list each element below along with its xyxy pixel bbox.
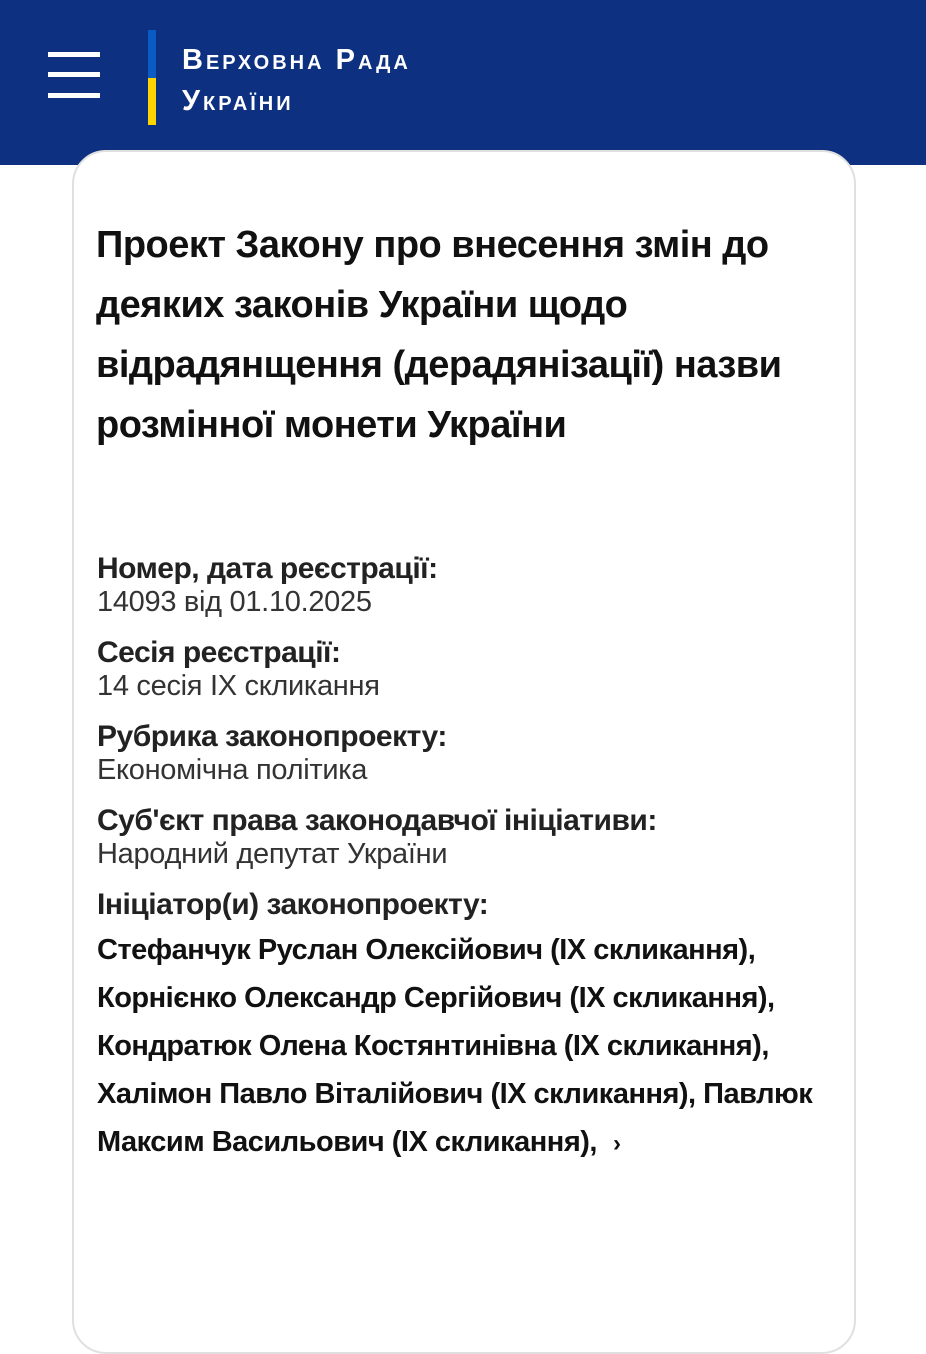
logo-line1: Верховна Рада (182, 44, 411, 76)
field-label: Ініціатор(и) законопроекту: (97, 888, 489, 921)
field-label: Рубрика законопроекту: (97, 720, 447, 753)
field-value: Економічна політика (97, 754, 368, 786)
initiators-list (97, 926, 837, 1168)
field-label: Сесія реєстрації: (97, 636, 341, 669)
initiators-text: Стефанчук Руслан Олексійович (IX скликання), Корнієнко Олександр Сергійович (IX скликання), Кондратюк Олена Костянтинівна (IX скликання), Халімон Павло Віталійович (IX скликання), Павлюк Максим Васильович (IX скликання), (97, 934, 813, 1158)
field-label: Суб'єкт права законодавчої ініціативи: (97, 804, 657, 837)
chevron-right-icon[interactable]: › (612, 1130, 621, 1157)
field-value: 14093 від 01.10.2025 (97, 586, 372, 618)
field-value: Народний депутат України (97, 838, 448, 870)
site-logo[interactable] (182, 40, 411, 122)
flag-bar (148, 30, 156, 125)
field-initiators (97, 888, 837, 1168)
field-rubric (97, 720, 837, 786)
site-header (0, 0, 926, 165)
field-subject (97, 804, 837, 870)
field-session (97, 636, 837, 702)
field-label: Номер, дата реєстрації: (97, 552, 438, 585)
bill-title: Проект Закону про внесення змін до деяких законів України щодо відрадянщення (дерадянізації) назви розмінної монети України (96, 224, 782, 446)
bill-details (97, 552, 837, 1186)
field-registration (97, 552, 837, 618)
menu-icon[interactable] (48, 50, 100, 100)
logo-line2: України (182, 85, 294, 117)
field-value: 14 сесія IX скликання (97, 670, 380, 702)
